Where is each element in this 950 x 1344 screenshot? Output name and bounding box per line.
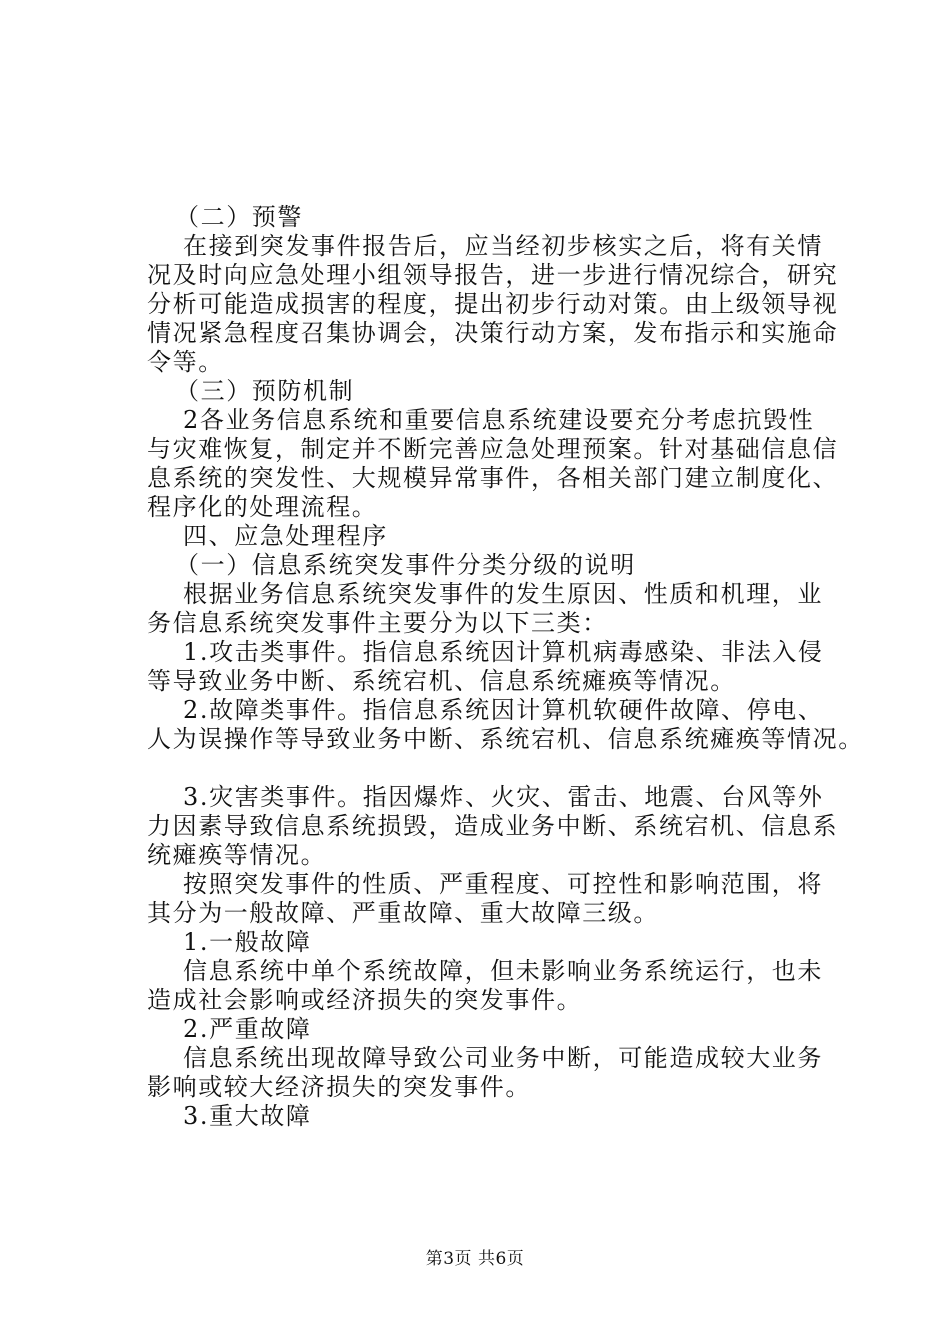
document-body	[147, 203, 864, 1131]
text-line: 根据业务信息系统突发事件的发生原因、性质和机理，业	[183, 580, 823, 608]
text-line: 影响或较大经济损失的突发事件。	[147, 1073, 531, 1101]
text-line: 2.故障类事件。指信息系统因计算机软硬件故障、停电、	[183, 696, 824, 724]
text-line: 四、应急处理程序	[183, 522, 388, 550]
text-line: 等导致业务中断、系统宕机、信息系统瘫痪等情况。	[147, 667, 736, 695]
text-line: 3.重大故障	[183, 1102, 312, 1130]
text-line: 1.一般故障	[183, 928, 312, 956]
text-line: 3.灾害类事件。指因爆炸、火灾、雷击、地震、台风等外	[183, 783, 824, 811]
text-line: 分析可能造成损害的程度，提出初步行动对策。由上级领导视	[147, 290, 839, 318]
text-line: 息系统的突发性、大规模异常事件，各相关部门建立制度化、	[147, 464, 839, 492]
text-line: 按照突发事件的性质、严重程度、可控性和影响范围，将	[183, 870, 823, 898]
text-line: 1.攻击类事件。指信息系统因计算机病毒感染、非法入侵	[183, 638, 824, 666]
text-line: 信息系统中单个系统故障，但未影响业务系统运行，也未	[183, 957, 823, 985]
text-line: 务信息系统突发事件主要分为以下三类：	[147, 609, 608, 637]
text-line: 2.严重故障	[183, 1015, 312, 1043]
text-line: 与灾难恢复，制定并不断完善应急处理预案。针对基础信息信	[147, 435, 839, 463]
text-line: 情况紧急程度召集协调会，决策行动方案，发布指示和实施命	[147, 319, 839, 347]
section-heading: （二）预警	[175, 203, 303, 231]
text-line: 程序化的处理流程。	[147, 493, 378, 521]
text-line: 令等。	[147, 348, 224, 376]
section-heading: （一）信息系统突发事件分类分级的说明	[175, 551, 636, 579]
text-line: 统瘫痪等情况。	[147, 841, 327, 869]
text-line: 造成社会影响或经济损失的突发事件。	[147, 986, 583, 1014]
text-line: 人为误操作等导致业务中断、系统宕机、信息系统瘫痪等情况。	[147, 725, 864, 753]
text-line: 信息系统出现故障导致公司业务中断，可能造成较大业务	[183, 1044, 823, 1072]
text-line: 其分为一般故障、严重故障、重大故障三级。	[147, 899, 659, 927]
page-footer: 第3页 共6页	[425, 1249, 525, 1269]
text-line: 力因素导致信息系统损毁，造成业务中断、系统宕机、信息系	[147, 812, 839, 840]
text-line: 在接到突发事件报告后，应当经初步核实之后，将有关情	[183, 232, 823, 260]
section-heading: （三）预防机制	[175, 377, 355, 405]
text-line: 2各业务信息系统和重要信息系统建设要充分考虑抗毁性	[183, 406, 815, 434]
paragraph-spacer	[147, 754, 847, 783]
text-line: 况及时向应急处理小组领导报告，进一步进行情况综合，研究	[147, 261, 839, 289]
